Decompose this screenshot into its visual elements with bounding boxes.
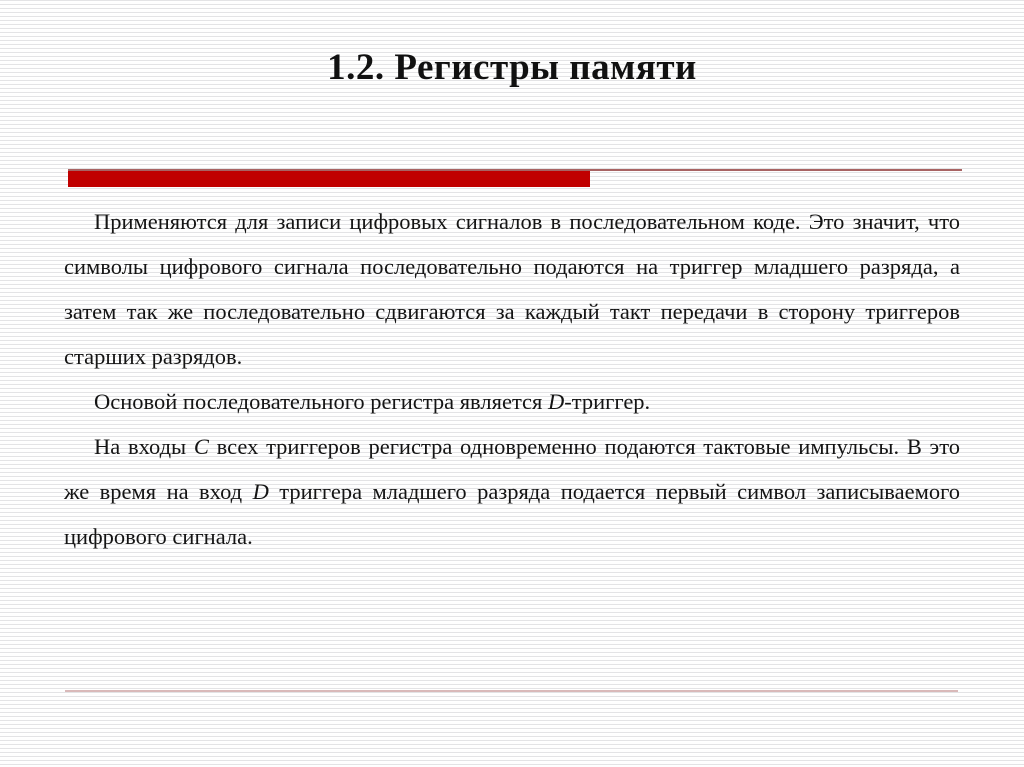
footer-line <box>65 690 958 692</box>
page-title: 1.2. Регистры памяти <box>327 47 697 88</box>
paragraph-3: На входы C всех триггеров регистра одновременно подаются тактовые импульсы. В это же время на вход D триггера младшего разряда подается первый символ записываемого цифрового сигнала. <box>64 434 960 549</box>
paragraph-1: Применяются для записи цифровых сигналов в последовательном коде. Это значит, что символы цифрового сигнала последовательно подаются на триггер младшего разряда, а затем так же последовательно сдвигаются за каждый такт передачи в сторону триггеров старших разрядов. <box>64 209 960 369</box>
accent-bar <box>68 171 590 187</box>
body-text-block <box>64 199 960 559</box>
paragraph-2: Основой последовательного регистра является D-триггер. <box>94 389 651 414</box>
